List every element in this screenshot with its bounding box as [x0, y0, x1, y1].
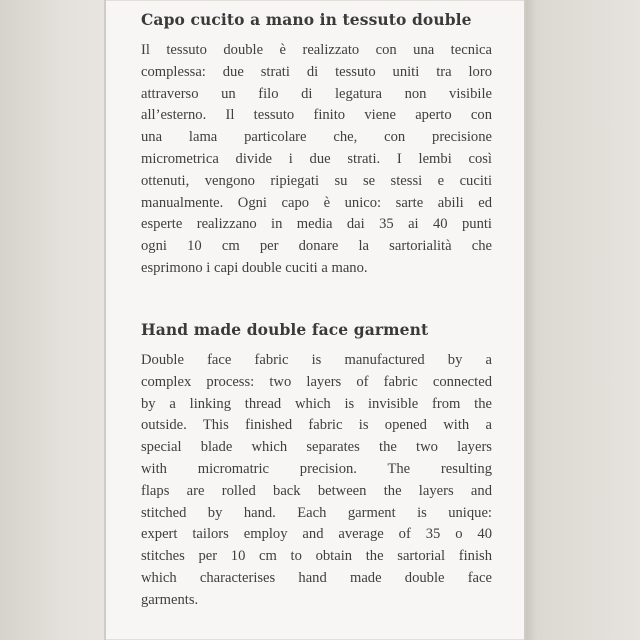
- italian-line: all’esterno. Il tessuto finito viene aperto con: [141, 107, 492, 124]
- italian-line: attraverso un filo di legatura non visibile: [141, 85, 492, 102]
- italian-line: complessa: due strati di tessuto uniti tra loro: [141, 63, 492, 80]
- english-heading: Hand made double face garment: [141, 320, 429, 339]
- background-right: [526, 0, 640, 640]
- card-right-edge: [524, 0, 526, 640]
- english-line: outside. This finished fabric is opened with a: [141, 417, 492, 434]
- info-card: [104, 0, 526, 640]
- italian-line: Il tessuto double è realizzato con una tecnica: [141, 42, 492, 58]
- italian-line: esprimono i capi double cuciti a mano.: [141, 259, 368, 276]
- english-paragraph: [141, 350, 492, 612]
- english-line: which characterises hand made double face: [141, 569, 492, 586]
- italian-line: esperte realizzano in media dai 35 ai 40 punti: [141, 216, 492, 233]
- italian-line: ottenuti, vengono ripiegati su se stessi e cuciti: [141, 172, 492, 189]
- english-line: stitched by hand. Each garment is unique:: [141, 504, 492, 521]
- background-left: [0, 0, 104, 640]
- italian-line: micrometrica divide i due strati. I lembi così: [141, 150, 492, 167]
- italian-heading: Capo cucito a mano in tessuto double: [141, 10, 472, 29]
- italian-paragraph: [141, 40, 492, 280]
- english-line: Double face fabric is manufactured by a: [141, 352, 492, 368]
- english-line: garments.: [141, 591, 199, 608]
- italian-line: una lama particolare che, con precisione: [141, 129, 492, 146]
- english-line: stitches per 10 cm to obtain the sartorial finish: [141, 548, 492, 565]
- card-left-edge: [104, 0, 106, 640]
- italian-section: [141, 8, 492, 280]
- english-line: flaps are rolled back between the layers and: [141, 482, 492, 499]
- italian-line: manualmente. Ogni capo è unico: sarte abili ed: [141, 194, 492, 211]
- english-line: complex process: two layers of fabric connected: [141, 373, 492, 390]
- italian-line: ogni 10 cm per donare la sartorialità che: [141, 238, 492, 255]
- english-line: expert tailors employ and average of 35 o 40: [141, 526, 492, 543]
- english-line: special blade which separates the two layers: [141, 439, 492, 456]
- english-section: [141, 318, 492, 612]
- english-line: with micromatric precision. The resulting: [141, 460, 492, 477]
- english-line: by a linking thread which is invisible from the: [141, 395, 492, 412]
